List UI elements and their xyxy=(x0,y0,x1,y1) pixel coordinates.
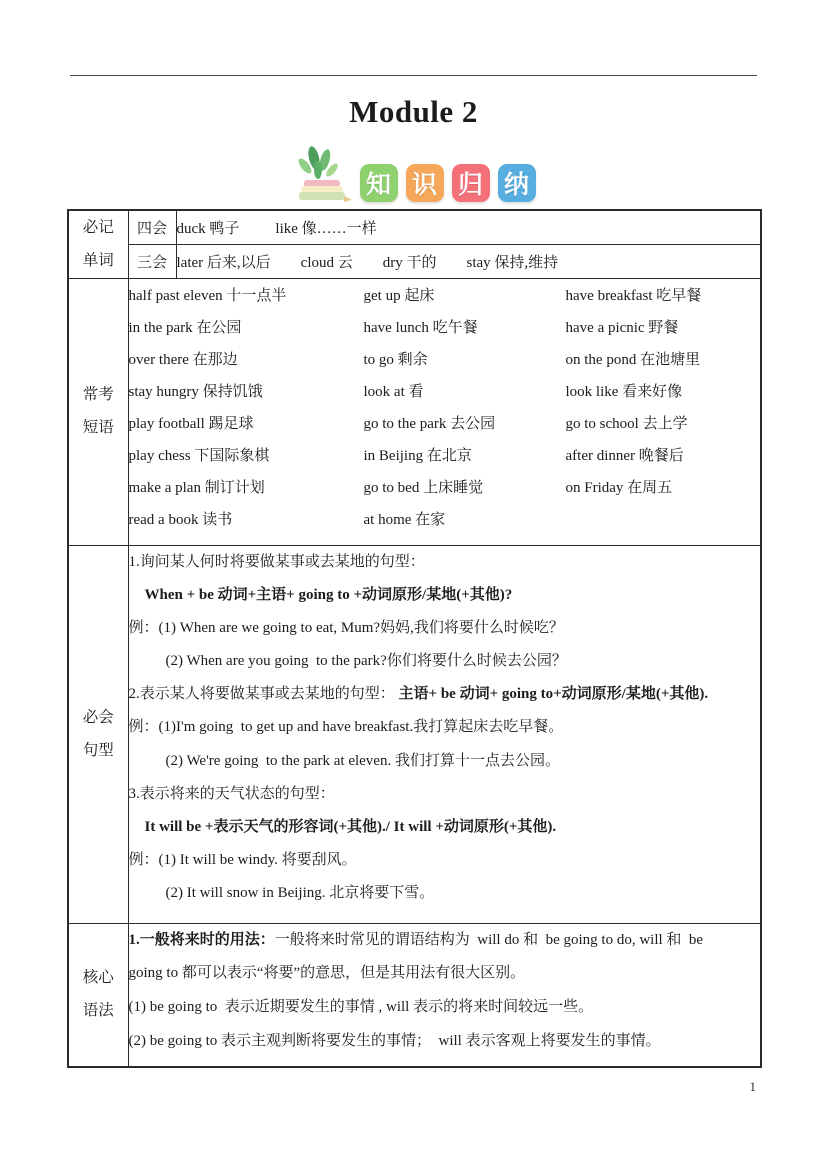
text-segment: (2) It will snow in Beijing. 北京将要下雪。 xyxy=(165,885,435,902)
knowledge-badge xyxy=(0,142,827,204)
formula-text: 主语+ be 动词+ going to+动词原形/某地(+其他). xyxy=(398,686,709,703)
section-label-line: 核心 xyxy=(82,969,114,986)
text-segment: (2) be going to 表示主观判断将要发生的事情； will 表示客观上将要发生的事情。 xyxy=(128,1032,661,1049)
phrase-row xyxy=(129,279,761,311)
phrase-item: play chess 下国际象棋 xyxy=(128,448,270,464)
section-label-line: 常考 xyxy=(82,386,114,403)
phrase-item: get up 起床 xyxy=(363,288,435,304)
table-row xyxy=(68,244,761,278)
phrase-item: look like 看来好像 xyxy=(565,384,683,400)
phrases-section-label xyxy=(68,278,128,545)
word-item: cloud 云 xyxy=(300,254,353,271)
phrase-item: play football 踢足球 xyxy=(128,416,254,432)
text-segment: (1) be going to 表示近期要发生的事情 , will 表示的将来时间较远一些。 xyxy=(128,999,594,1016)
phrase-item: stay hungry 保持饥饿 xyxy=(128,384,263,400)
text-segment: 3.表示将来的天气状态的句型： xyxy=(128,785,335,802)
badge-block: 知 xyxy=(360,164,398,202)
phrase-item: have breakfast 吃早餐 xyxy=(565,288,702,304)
phrase-item: over there 在那边 xyxy=(128,352,238,368)
pattern-line xyxy=(129,745,761,778)
words-level-cell: 四会 xyxy=(128,210,176,244)
phrase-item: at home 在家 xyxy=(363,512,446,528)
section-label-line: 必会 xyxy=(82,708,114,726)
table-row xyxy=(68,545,761,923)
phrase-row xyxy=(129,375,761,407)
words-section-label xyxy=(68,210,128,278)
pattern-line xyxy=(129,877,761,910)
word-item: duck 鸭子 xyxy=(176,220,240,237)
text-segment: 例：(1)I'm going to get up and have breakfast.我打算起床去吃早餐。 xyxy=(128,719,564,736)
table-row xyxy=(68,923,761,1067)
phrase-item: in the park 在公园 xyxy=(128,320,242,336)
pattern-line xyxy=(129,811,761,844)
section-label-line: 句型 xyxy=(82,741,114,759)
pattern-line xyxy=(129,612,761,645)
page-number: 1 xyxy=(749,1079,756,1094)
plant-books-icon xyxy=(292,144,354,204)
text-segment: 例：(1) When are we going to eat, Mum?妈妈,我们将要什么时候吃？ xyxy=(128,619,564,636)
text-segment: 2.表示某人将要做某事或去某地的句型： xyxy=(128,686,399,703)
words-content-cell xyxy=(176,210,761,244)
formula-text: It will be +表示天气的形容词(+其他)./ It will +动词原形(+其他). xyxy=(144,819,557,835)
words-content-cell xyxy=(176,244,761,278)
text-segment: (2) When are you going to the park?你们将要什么时候去公园？ xyxy=(165,653,567,670)
word-item: later 后来,以后 xyxy=(176,254,271,271)
table-row xyxy=(68,278,761,545)
phrase-row xyxy=(129,343,761,375)
pattern-line xyxy=(129,778,761,811)
phrase-item: have a picnic 野餐 xyxy=(565,320,679,336)
badge-block: 识 xyxy=(406,164,444,202)
word-item: dry 干的 xyxy=(382,254,437,271)
phrases-content-cell xyxy=(128,278,761,545)
grammar-line xyxy=(129,957,761,991)
section-label-line: 单词 xyxy=(82,251,114,269)
phrase-item: go to school 去上学 xyxy=(565,416,688,432)
phrase-item: read a book 读书 xyxy=(128,512,233,528)
phrase-item: go to the park 去公园 xyxy=(363,416,496,432)
patterns-content-cell xyxy=(128,545,761,923)
phrase-item: after dinner 晚餐后 xyxy=(565,448,684,464)
phrase-item: make a plan 制订计划 xyxy=(128,480,265,496)
page-title: Module 2 xyxy=(349,94,478,129)
word-item: like 像……一样 xyxy=(275,220,377,237)
pattern-line xyxy=(129,711,761,744)
pattern-line xyxy=(129,844,761,877)
grammar-section-label xyxy=(68,923,128,1067)
phrase-item: to go 剩余 xyxy=(363,352,428,368)
table-row xyxy=(68,210,761,244)
phrase-row xyxy=(129,439,761,471)
text-segment: going to 都可以表示“将要”的意思，但是其用法有很大区别。 xyxy=(128,965,526,982)
phrase-row xyxy=(129,311,761,343)
text-segment: (2) We're going to the park at eleven. 我们打算十一点去公园。 xyxy=(165,752,560,769)
grammar-line xyxy=(129,1025,761,1059)
phrase-item: on the pond 在池塘里 xyxy=(565,352,701,368)
grammar-content-cell xyxy=(128,923,761,1067)
pattern-line xyxy=(129,645,761,678)
phrase-item: half past eleven 十一点半 xyxy=(128,288,287,304)
phrase-item: go to bed 上床睡觉 xyxy=(363,480,484,496)
formula-text: When + be 动词+主语+ going to +动词原形/某地(+其他)? xyxy=(144,586,513,603)
knowledge-table xyxy=(67,209,762,1068)
patterns-section-label xyxy=(68,545,128,923)
pattern-line xyxy=(129,579,761,612)
pattern-line xyxy=(129,678,761,711)
phrase-item: on Friday 在周五 xyxy=(565,480,673,496)
text-segment: 一般将来时常见的谓语结构为 will do 和 be going to do, will 和 be xyxy=(274,931,704,948)
word-item: stay 保持,维持 xyxy=(466,254,559,271)
phrase-item: in Beijing 在北京 xyxy=(363,448,472,464)
words-row xyxy=(177,251,761,272)
phrase-item: look at 看 xyxy=(363,384,424,400)
phrase-row xyxy=(129,407,761,439)
section-label-line: 必记 xyxy=(82,218,114,236)
words-row xyxy=(177,217,761,238)
section-label-line: 语法 xyxy=(82,1002,114,1019)
grammar-line xyxy=(129,924,761,958)
formula-text: 1.一般将来时的用法： xyxy=(128,931,275,948)
badge-block: 纳 xyxy=(498,164,536,202)
phrase-row xyxy=(129,471,761,503)
phrase-row xyxy=(129,503,761,535)
words-level-cell: 三会 xyxy=(128,244,176,278)
pattern-line xyxy=(129,546,761,579)
grammar-line xyxy=(129,991,761,1025)
text-segment: 例：(1) It will be windy. 将要刮风。 xyxy=(128,852,357,869)
text-segment: 1.询问某人何时将要做某事或去某地的句型： xyxy=(128,553,425,570)
badge-block: 归 xyxy=(452,164,490,202)
section-label-line: 短语 xyxy=(82,419,114,436)
phrase-item: have lunch 吃午餐 xyxy=(363,320,478,336)
header-rule xyxy=(70,75,757,76)
